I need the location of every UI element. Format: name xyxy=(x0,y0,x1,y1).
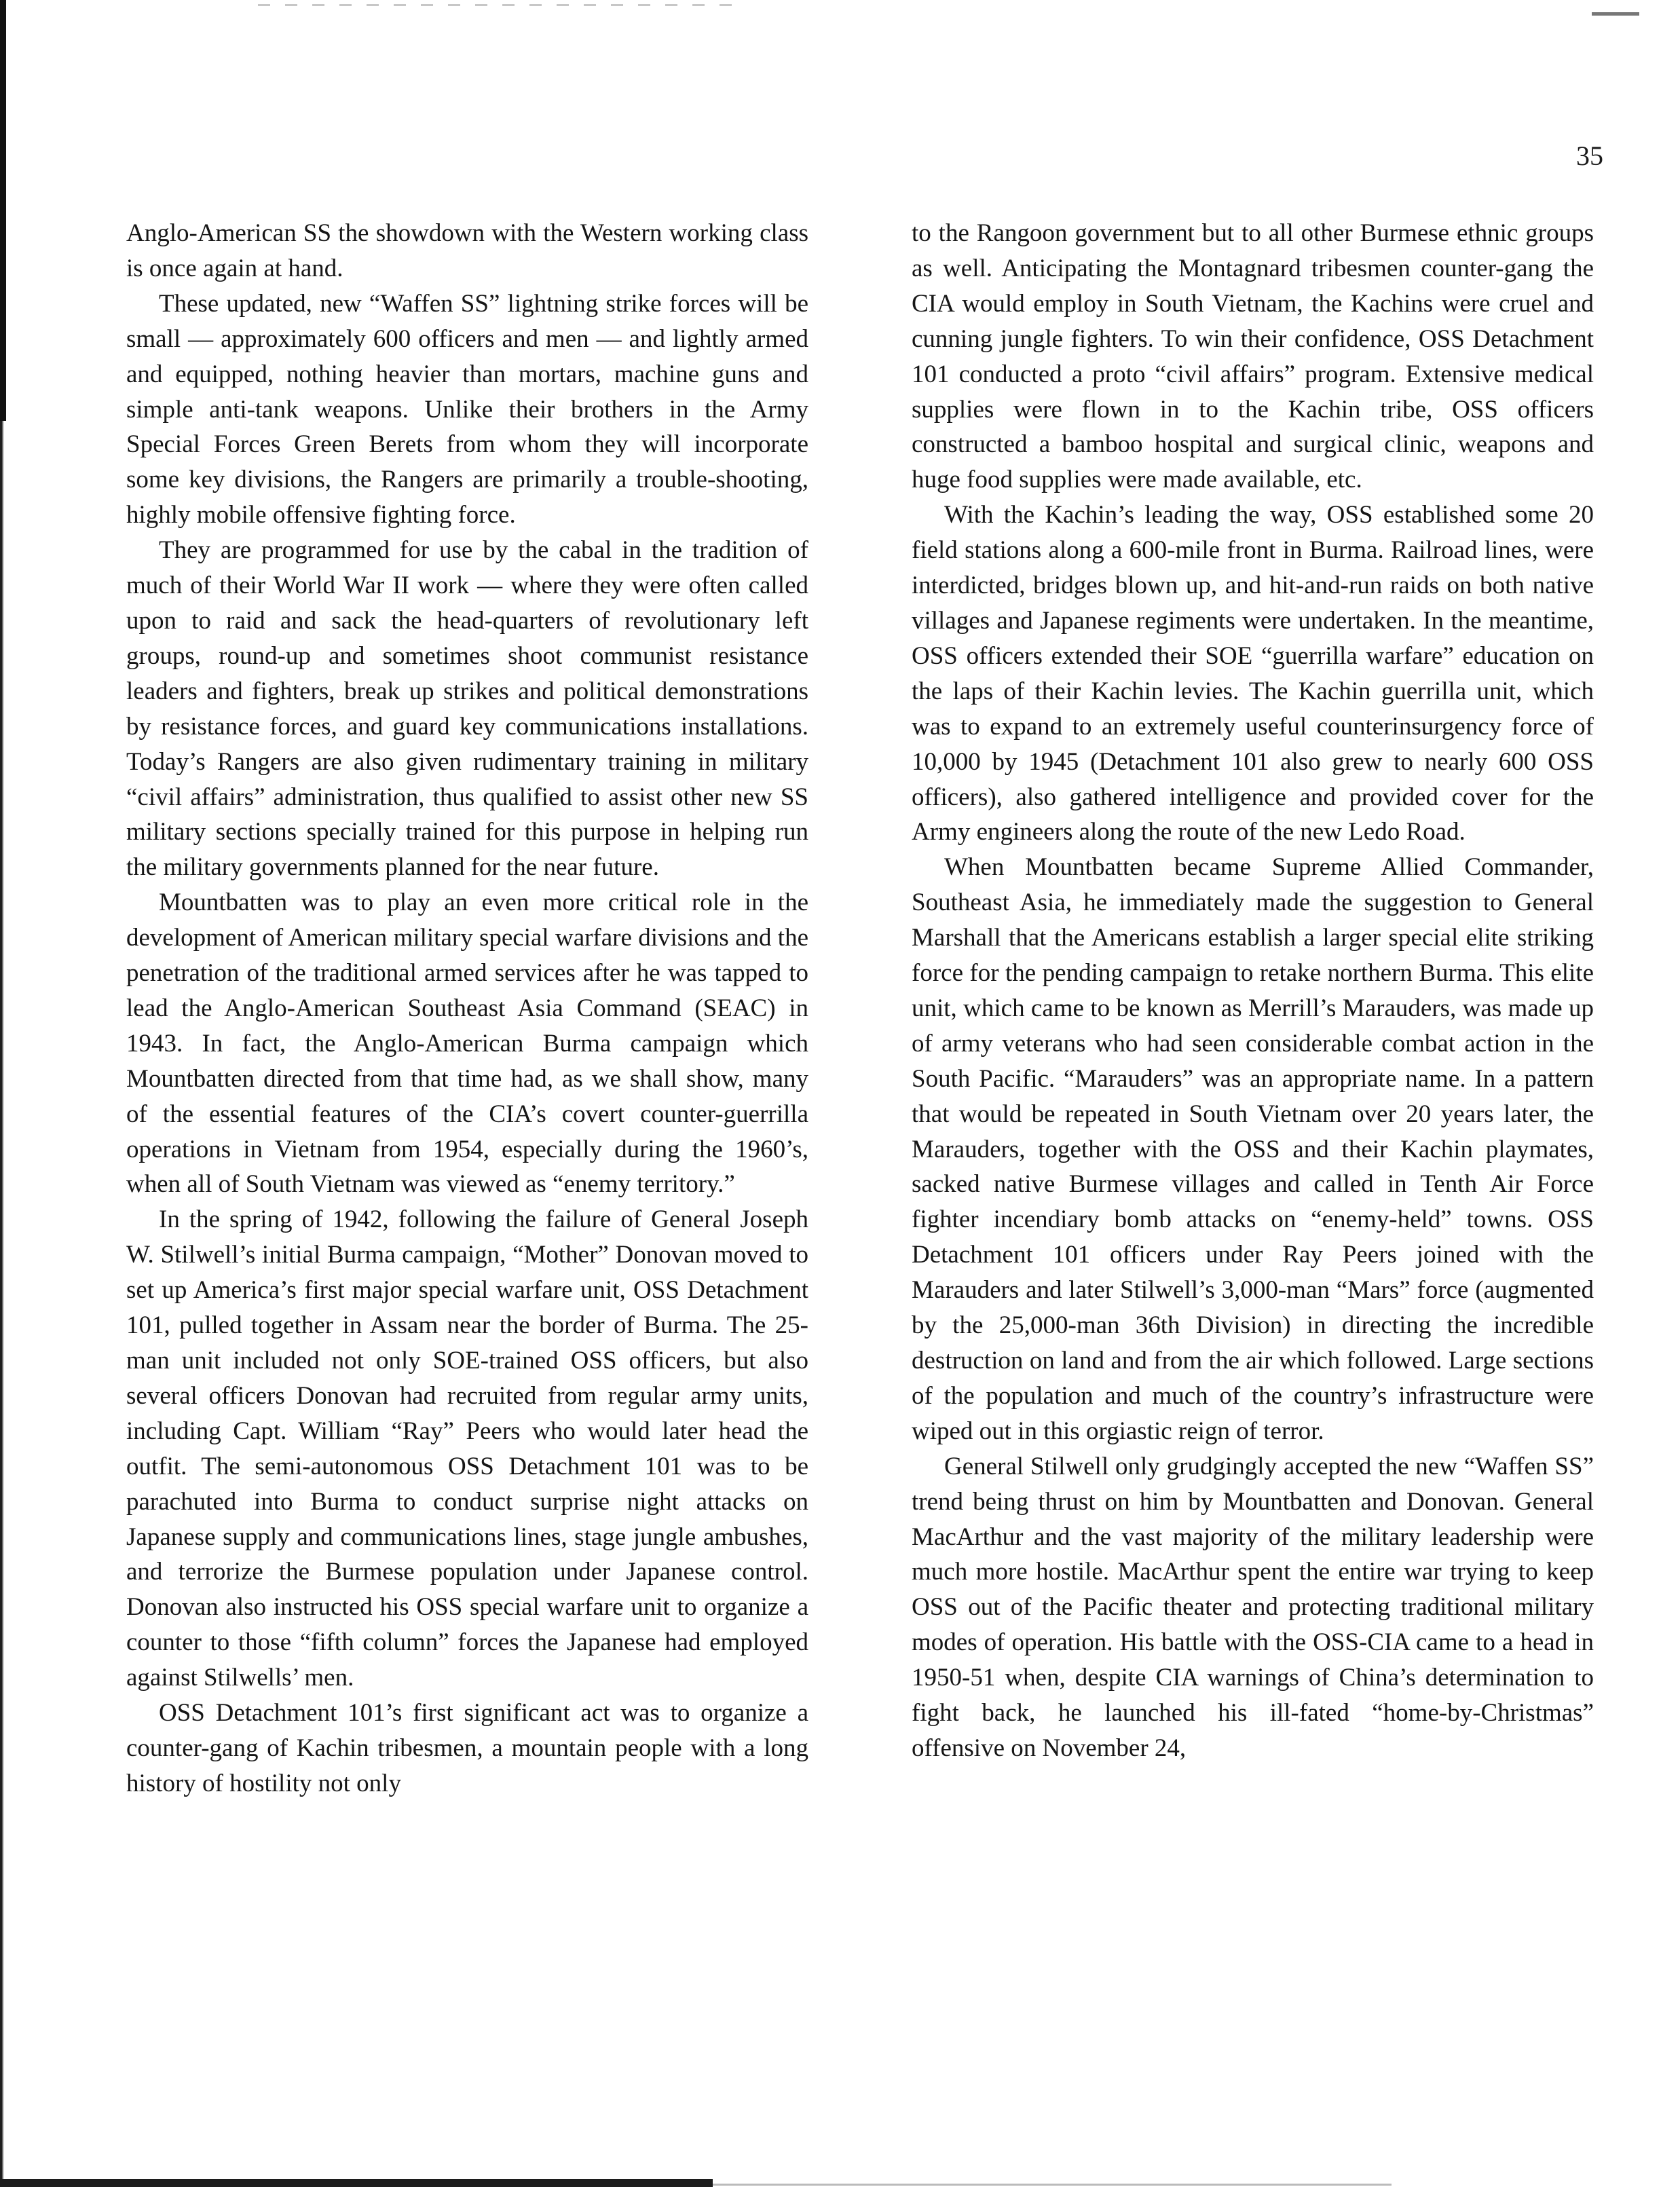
scan-top-artifact xyxy=(258,4,733,6)
paragraph: They are programmed for use by the cabal in the tradition of much of their World War II work — where they were often called upon to raid and sack the head-quarters of revolutionary left groups, round-up and sometimes shoot communist resistance leaders and fighters, break up strikes and political demonstrations by resistance forces, and guard key communications installations. Today’s Rangers are also given rudimentary training in military “civil affairs” administration, thus qualified to assist other new SS military sections specially trained for this purpose in helping run the military governments planned for the near future. xyxy=(126,536,808,882)
right-text-column xyxy=(912,216,1594,1766)
paragraph: In the spring of 1942, following the failure of General Joseph W. Stilwell’s initial Burma campaign, “Mother” Donovan moved to set up America’s first major special warfare unit, OSS Detachment 101, pulled together in Assam near the border of Burma. The 25-man unit included not only SOE-trained OSS officers, but also several officers Donovan had recruited from regular army units, including Capt. William “Ray” Peers who would later head the outfit. The semi-autonomous OSS Detachment 101 was to be parachuted into Burma to conduct surprise night attacks on Japanese supply and communications lines, stage jungle ambushes, and terrorize the Burmese population under Japanese control. Donovan also instructed his OSS special warfare unit to organize a counter to those “fifth column” forces the Japanese had employed against Stilwells’ men. xyxy=(126,1205,808,1692)
page-number: 35 xyxy=(1576,141,1603,171)
paragraph: Anglo-American SS the showdown with the Western working class is once again at hand. xyxy=(126,219,808,282)
left-text-column xyxy=(126,216,808,1801)
scan-binding-shadow xyxy=(0,0,10,421)
scan-corner-mark xyxy=(1592,12,1639,16)
scan-bottom-edge xyxy=(0,2179,713,2187)
paragraph: Mountbatten was to play an even more critical role in the development of American military special warfare divisions and the penetration of the traditional armed services after he was tapped to lead the Anglo-American Southeast Asia Command (SEAC) in 1943. In fact, the Anglo-American Burma campaign which Mountbatten directed from that time had, as we shall show, many of the essential features of the CIA’s covert counter-guerrilla operations in Vietnam from 1954, especially during the 1960’s, when all of South Vietnam was viewed as “enemy territory.” xyxy=(126,889,808,1199)
paragraph: General Stilwell only grudgingly accepted the new “Waffen SS” trend being thrust on him by Mountbatten and Donovan. General MacArthur and the vast majority of the military leadership were much more hostile. MacArthur spent the entire war trying to keep OSS out of the Pacific theater and protecting traditional military modes of operation. His battle with the OSS-CIA came to a head in 1950-51 when, despite CIA warnings of China’s determination to fight back, he launched his ill-fated “home-by-Christmas” offensive on November 24, xyxy=(912,1452,1594,1762)
paragraph: When Mountbatten became Supreme Allied Commander, Southeast Asia, he immediately made the suggestion to General Marshall that the Americans establish a larger special elite striking force for the pending campaign to retake northern Burma. This elite unit, which came to be known as Merrill’s Marauders, was made up of army veterans who had seen considerable combat action in the South Pacific. “Marauders” was an appropriate name. In a pattern that would be repeated in South Vietnam over 20 years later, the Marauders, together with the OSS and their Kachin playmates, sacked native Burmese villages and called in Tenth Air Force fighter incendiary bomb attacks on “enemy-held” towns. OSS Detachment 101 officers under Ray Peers joined with the Marauders and later Stilwell’s 3,000-man “Mars” force (augmented by the 25,000-man 36th Division) in directing the incredible destruction on land and from the air which followed. Large sections of the population and much of the country’s infrastructure were wiped out in this orgiastic reign of terror. xyxy=(912,853,1594,1445)
paragraph: OSS Detachment 101’s first significant act was to organize a counter-gang of Kachin tribesmen, a mountain people with a long history of hostility not only xyxy=(126,1699,808,1797)
scan-bottom-rule xyxy=(713,2184,1392,2186)
paragraph: With the Kachin’s leading the way, OSS established some 20 field stations along a 600-mile front in Burma. Railroad lines, were interdicted, bridges blown up, and hit-and-run raids on both native villages and Japanese regiments were undertaken. In the meantime, OSS officers extended their SOE “guerrilla warfare” education on the laps of their Kachin levies. The Kachin guerrilla unit, which was to expand to an extremely useful counterinsurgency force of 10,000 by 1945 (Detachment 101 also grew to nearly 600 OSS officers), also gathered intelligence and provided cover for the Army engineers along the route of the new Ledo Road. xyxy=(912,501,1594,846)
paragraph: to the Rangoon government but to all other Burmese ethnic groups as well. Anticipating the Montagnard tribesmen counter-gang the CIA would employ in South Vietnam, the Kachins were cruel and cunning jungle fighters. To win their confidence, OSS Detachment 101 conducted a proto “civil affairs” program. Extensive medical supplies were flown in to the Kachin tribe, OSS officers constructed a bamboo hospital and surgical clinic, weapons and huge food supplies were made available, etc. xyxy=(912,219,1594,494)
paragraph: These updated, new “Waffen SS” lightning strike forces will be small — approximately 600 officers and men — and lightly armed and equipped, nothing heavier than mortars, machine guns and simple anti-tank weapons. Unlike their brothers in the Army Special Forces Green Berets from whom they will incorporate some key divisions, the Rangers are primarily a trouble-shooting, highly mobile offensive fighting force. xyxy=(126,289,808,529)
